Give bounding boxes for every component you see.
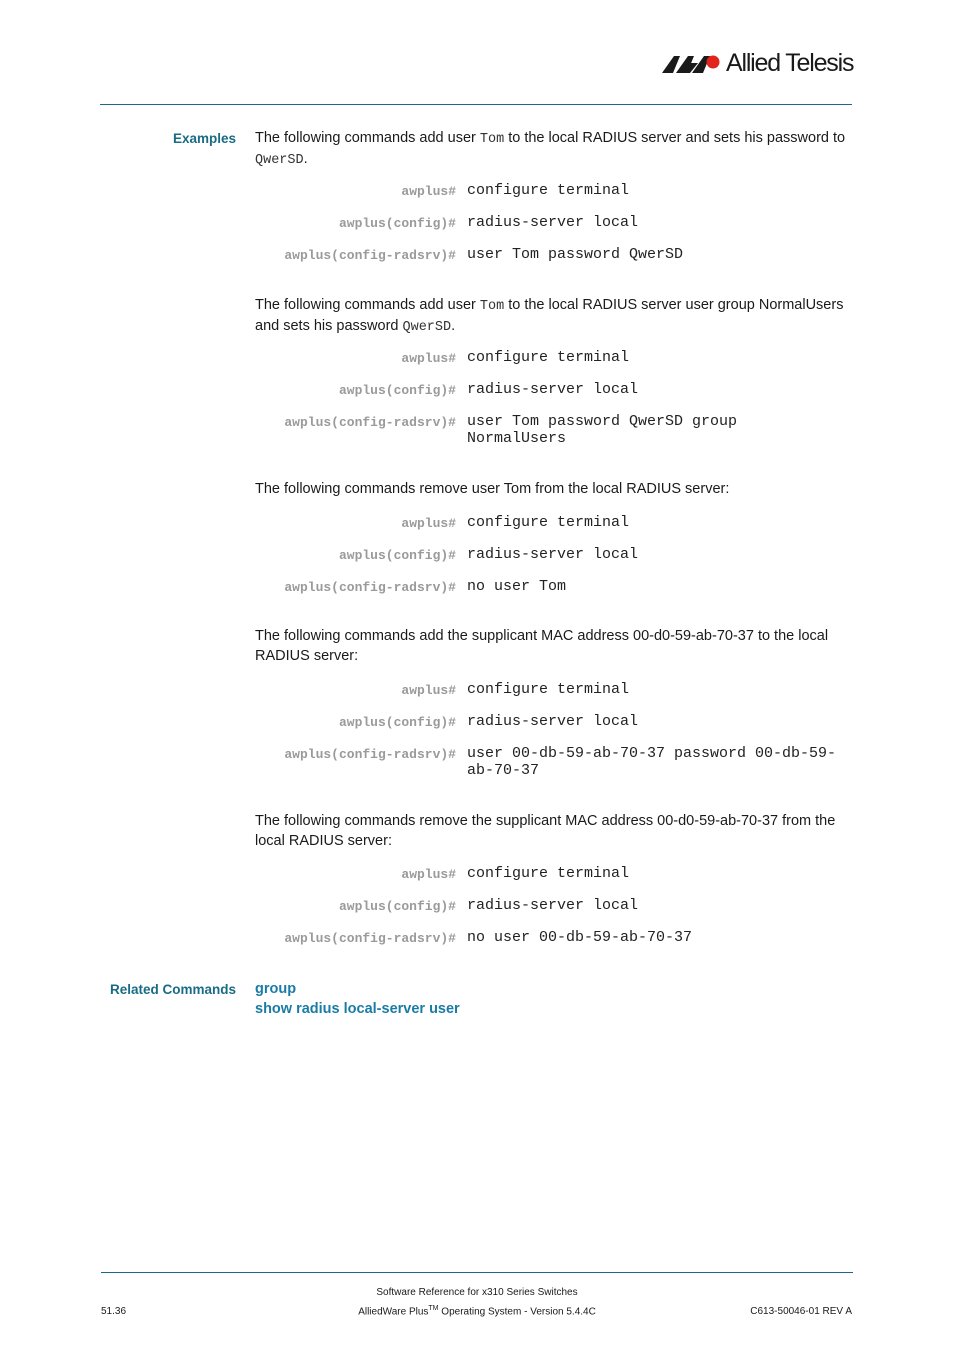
- examples-label: Examples: [172, 131, 236, 146]
- cli-prompt: awplus(config-radsrv)#: [284, 415, 456, 430]
- example-intro: The following commands add user Tom to the local RADIUS server and sets his password to QwerSD.: [255, 130, 846, 168]
- footer-product: AlliedWare Plus™ Operating System - Version 5.4.4C: [358, 1305, 596, 1318]
- related-link-show-radius-local-server-user[interactable]: show radius local-server user: [255, 1001, 460, 1017]
- cli-command: radius-server local: [467, 713, 639, 730]
- cli-prompt: awplus(config)#: [338, 715, 456, 730]
- cli-prompt: awplus#: [401, 683, 456, 698]
- cli-command: user Tom password QwerSD group NormalUsers: [467, 413, 747, 447]
- inline-code: Tom: [479, 132, 505, 147]
- command-line: [0, 897, 954, 931]
- cli-prompt: awplus#: [401, 184, 456, 199]
- example-intro: The following commands add the supplicant MAC address 00-d0-59-ab-70-37 to the local RADIUS server:: [255, 628, 829, 664]
- command-line: [0, 246, 954, 280]
- cli-prompt: awplus(config)#: [338, 216, 456, 231]
- cli-command: user Tom password QwerSD: [467, 246, 684, 263]
- command-line: [0, 713, 954, 747]
- command-line: [0, 182, 954, 216]
- footer-rule: [101, 1272, 853, 1273]
- command-line: [0, 929, 954, 963]
- command-line: [0, 745, 954, 779]
- cli-command: configure terminal: [467, 865, 630, 882]
- cli-prompt: awplus(config-radsrv)#: [284, 248, 456, 263]
- example-intro: The following commands remove the supplicant MAC address 00-d0-59-ab-70-37 from the local RADIUS server:: [255, 813, 836, 849]
- cli-prompt: awplus(config-radsrv)#: [284, 747, 456, 762]
- cli-command: configure terminal: [467, 681, 630, 698]
- cli-command: no user Tom: [467, 578, 567, 595]
- command-line: [0, 681, 954, 715]
- inline-code: QwerSD: [402, 319, 452, 335]
- command-line: [0, 214, 954, 248]
- cli-command: configure terminal: [467, 349, 630, 366]
- related-link-group[interactable]: group: [255, 981, 297, 997]
- logo-text: Allied Telesis: [726, 49, 854, 77]
- cli-command: no user 00-db-59-ab-70-37: [467, 929, 693, 946]
- page-number: 51.36: [101, 1306, 127, 1317]
- command-line: [0, 349, 954, 383]
- cli-prompt: awplus#: [401, 351, 456, 366]
- cli-prompt: awplus(config)#: [338, 383, 456, 398]
- example-intro: The following commands add user Tom to the local RADIUS server user group NormalUsers and sets his password QwerSD.: [255, 297, 844, 335]
- allied-telesis-logo: [660, 50, 856, 80]
- header-rule: [100, 104, 852, 105]
- cli-command: radius-server local: [467, 381, 639, 398]
- cli-prompt: awplus(config-radsrv)#: [284, 931, 456, 946]
- cli-command: radius-server local: [467, 546, 639, 563]
- cli-prompt: awplus#: [401, 516, 456, 531]
- footer-title: Software Reference for x310 Series Switches: [376, 1287, 578, 1298]
- command-line: [0, 381, 954, 415]
- cli-command: configure terminal: [467, 182, 630, 199]
- cli-command: radius-server local: [467, 897, 639, 914]
- cli-prompt: awplus#: [401, 867, 456, 882]
- command-line: [0, 865, 954, 899]
- command-line: [0, 578, 954, 612]
- inline-code: QwerSD: [255, 152, 304, 168]
- cli-prompt: awplus(config)#: [338, 548, 456, 563]
- document-id: C613-50046-01 REV A: [750, 1306, 852, 1317]
- logo-mark-icon: [660, 50, 726, 80]
- cli-prompt: awplus(config-radsrv)#: [284, 580, 456, 595]
- example-intro: The following commands remove user Tom from the local RADIUS server:: [255, 481, 730, 497]
- cli-command: configure terminal: [467, 514, 630, 531]
- command-line: [0, 413, 954, 447]
- command-line: [0, 514, 954, 548]
- inline-code: Tom: [479, 299, 505, 314]
- cli-command: radius-server local: [467, 214, 639, 231]
- cli-prompt: awplus(config)#: [338, 899, 456, 914]
- command-line: [0, 546, 954, 580]
- related-commands-label: Related Commands: [109, 982, 236, 997]
- cli-command: user 00-db-59-ab-70-37 password 00-db-59-ab-70-37: [467, 745, 837, 779]
